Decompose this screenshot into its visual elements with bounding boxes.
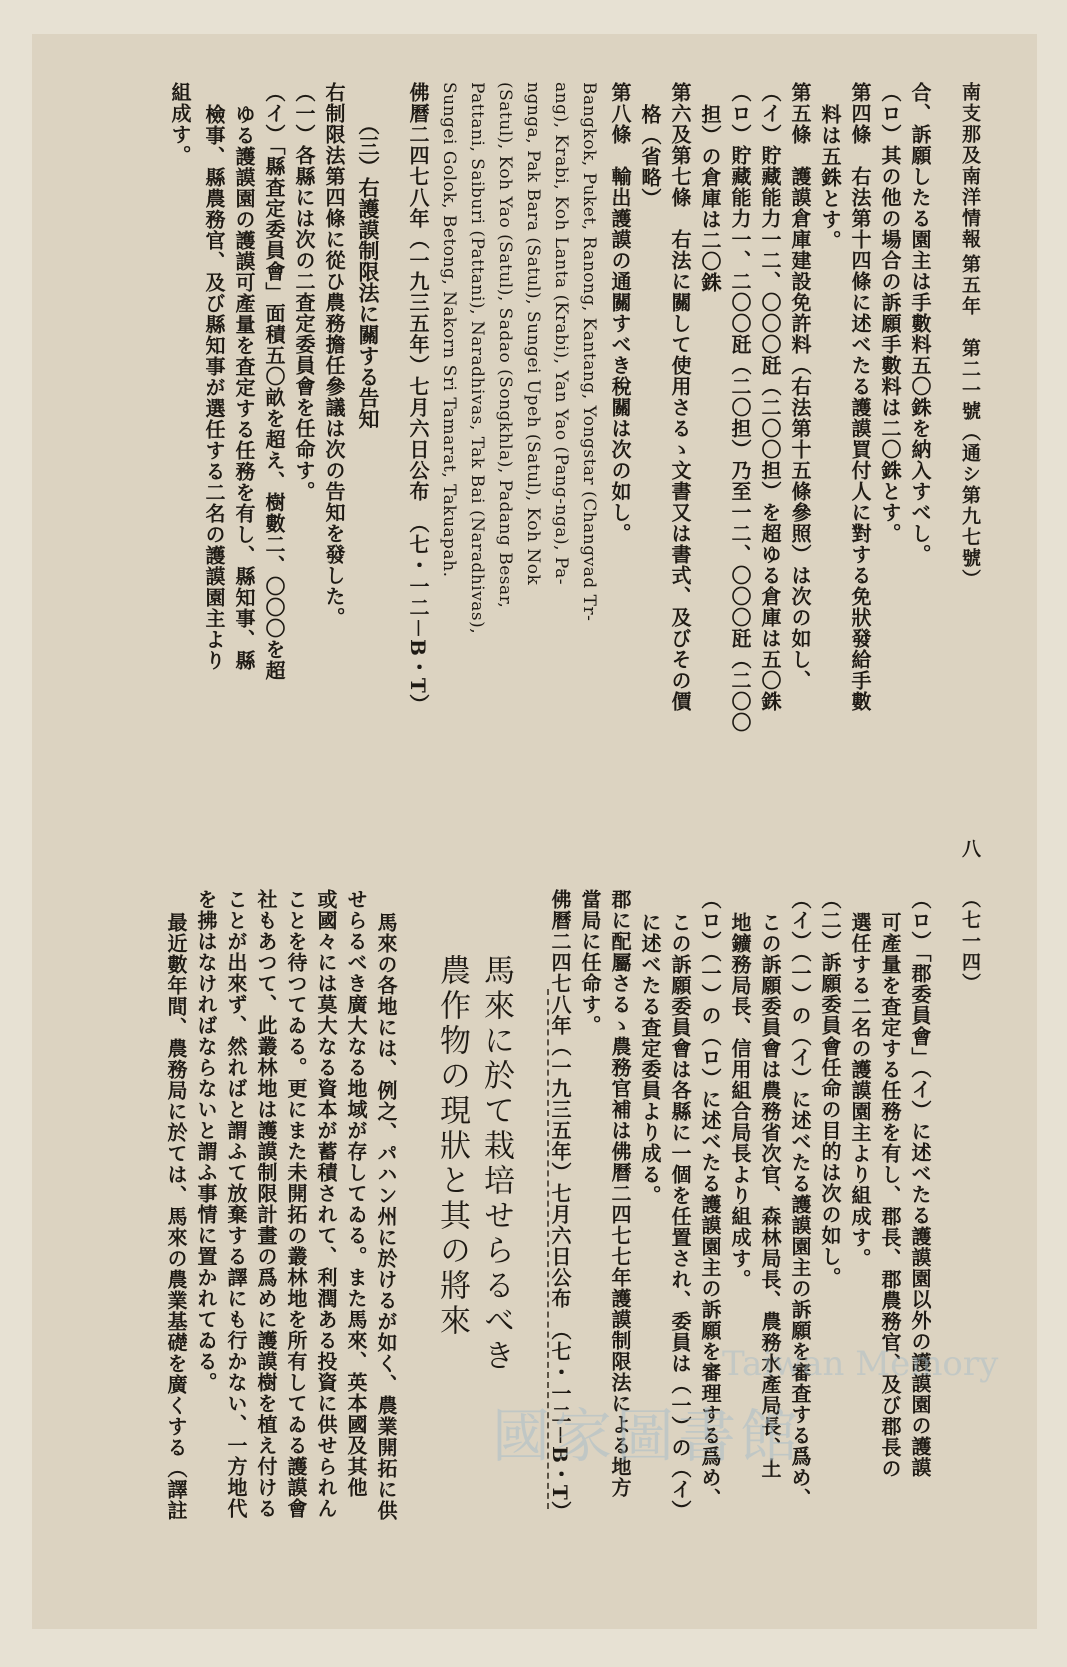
article-paragraph-line: 最近數年間、農務局に於ては、馬來の農業基礎を廣くする（譯註	[164, 912, 188, 1521]
body-line: （ロ）其の他の場合の訴願手數料は二〇銖とす。	[878, 82, 902, 544]
body-line: 格（省略）	[638, 104, 662, 209]
body-line: （ロ）（一）の（ロ）に述べたる護謨園主の訴願を審理する爲め、	[698, 889, 722, 1509]
article-paragraph-line: を拂はなければならないと謂ふ事情に置かれてゐる。	[194, 889, 218, 1393]
page-number: 八	[959, 839, 981, 860]
body-line: ゆる護謨園の護謨可產量を査定する任務を有し、縣知事、縣	[232, 104, 256, 671]
journal-title: 南支那及南洋情報	[959, 82, 981, 250]
body-line: 第四條 右法第十四條に述べたる護謨買付人に對する免狀發給手數	[848, 82, 872, 712]
body-line: この訴願委員會は農務省次官、森林局長、農務水產局長、土	[758, 912, 782, 1479]
article-paragraph-line: ことを待つてゐる。更にまた未開拓の叢林地を所有してゐる護謨會	[284, 889, 308, 1519]
body-line: （二）訴願委員會任命の目的は次の如し。	[818, 889, 842, 1288]
body-line: 担）の倉庫は二〇銖	[698, 104, 722, 293]
article-title-line1: 馬來に於て栽培せらるべき	[478, 954, 514, 1374]
body-line: 料は五銖とす。	[818, 104, 842, 251]
body-line: 組成す。	[168, 82, 192, 166]
article-paragraph-line: 社もあつて、此叢林地は護謨制限計畫の爲めに護謨樹を植え付ける	[254, 889, 278, 1519]
body-line: （ロ）「郡委員會」（イ）に述べたる護謨園以外の護謨園の護謨	[908, 889, 932, 1478]
body-line: この訴願委員會は各縣に一個を任置され、委員は（一）の（イ）	[668, 912, 692, 1521]
body-line-latin: (Satul), Koh Yao (Satul), Sadao (Songkhla), Padang Besar,	[495, 82, 515, 609]
body-line: （イ）貯藏能力一二、〇〇〇瓩（二〇〇担）を超ゆる倉庫は五〇銖	[758, 82, 782, 712]
article-paragraph-line: 或國々には莫大なる資本が蓄積されて、利潤ある投資に供せられん	[314, 889, 338, 1519]
body-line-latin: Pattani, Saiburi (Pattani), Naradhivas, Tak Bai (Naradhivas),	[467, 82, 487, 635]
body-line: 第五條 護謨倉庫建設免許料（右法第十五條參照）は次の如し、	[788, 82, 812, 691]
article-paragraph-line: ことが出來ず、然ればと謂ふて放棄する譯にも行かない、一方地代	[224, 889, 248, 1519]
article-paragraph-line: 馬來の各地には、例之、パハン州に於けるが如く、農業開拓に供	[374, 912, 398, 1521]
body-line-latin: Sungei Golok, Betong, Nakorn Sri Tamarat, Takuapah.	[439, 82, 459, 578]
body-line-latin: Bangkok, Puket, Ranong, Kantang, Yongstar (Changvad Tr-	[579, 82, 599, 622]
body-line: 檢事、縣農務官、及び縣知事が選任する二名の護謨園主より	[202, 104, 226, 671]
body-line-latin: ngnga, Pak Bara (Satul), Sungei Upeh (Satul), Koh Nok	[523, 82, 543, 586]
body-line: 佛曆二四七八年（一九三五年）七月六日公布 （七・一二－B・T）	[548, 889, 572, 1522]
body-line: 第六及第七條 右法に關して使用さるゝ文書又は書式、及びその價	[668, 82, 692, 712]
watermark-english: Taiwan Memory	[722, 1344, 999, 1384]
article-paragraph-line: せらるべき廣大なる地域が存してゐる。また馬來、英本國及其他	[344, 889, 368, 1498]
body-line: 選任する二名の護謨園主より組成す。	[848, 912, 872, 1269]
body-line: 當局に任命す。	[578, 889, 602, 1036]
body-line: 合、訴願したる園主は手數料五〇銖を納入すべし。	[908, 82, 932, 565]
body-line: 第八條 輸出護謨の通關すべき稅關は次の如し。	[608, 82, 632, 544]
body-line: 郡に配屬さるゝ農務官補は佛曆二四七七年護謨制限法による地方	[608, 889, 632, 1498]
body-line: （イ）（一）の（イ）に述べたる護謨園主の訴願を審査する爲め、	[788, 889, 812, 1509]
body-line: 可產量を査定する任務を有し、郡長、郡農務官、及び郡長の	[878, 912, 902, 1479]
body-line: に述べたる査定委員より成る。	[638, 912, 662, 1206]
body-line: 右制限法第四條に從ひ農務擔任參議は次の告知を發した。	[322, 82, 346, 628]
body-line: 佛曆二四七八年（一九三五年）七月六日公布 （七・一二－B・T）	[406, 82, 430, 715]
body-line: （ロ）貯藏能力一、二〇〇瓩（二〇担）乃至一二、〇〇〇瓩（二〇〇	[728, 82, 752, 733]
body-line-latin: ang), Krabi, Koh Lanta (Krabi), Yan Yao (Pang-nga), Pa-	[551, 82, 571, 585]
watermark: 國家圖書館	[492, 1402, 803, 1470]
section-heading: （三）右護謨制限法に關する告知	[356, 114, 381, 429]
page-total: （七一四）	[959, 889, 981, 994]
document-page	[32, 34, 1037, 1629]
article-title-line2: 農作物の現狀と其の將來	[434, 954, 470, 1339]
body-line: （イ）「縣査定委員會」面積五〇畝を超え、樹數二、〇〇〇を超	[262, 82, 286, 681]
body-line: 地鑛務局長、信用組合局長より組成す。	[728, 912, 752, 1290]
body-line: （一）各縣には次の二査定委員會を任命す。	[292, 82, 316, 502]
issue-number: 第五年 第二一號（通シ第九七號）	[959, 254, 981, 590]
